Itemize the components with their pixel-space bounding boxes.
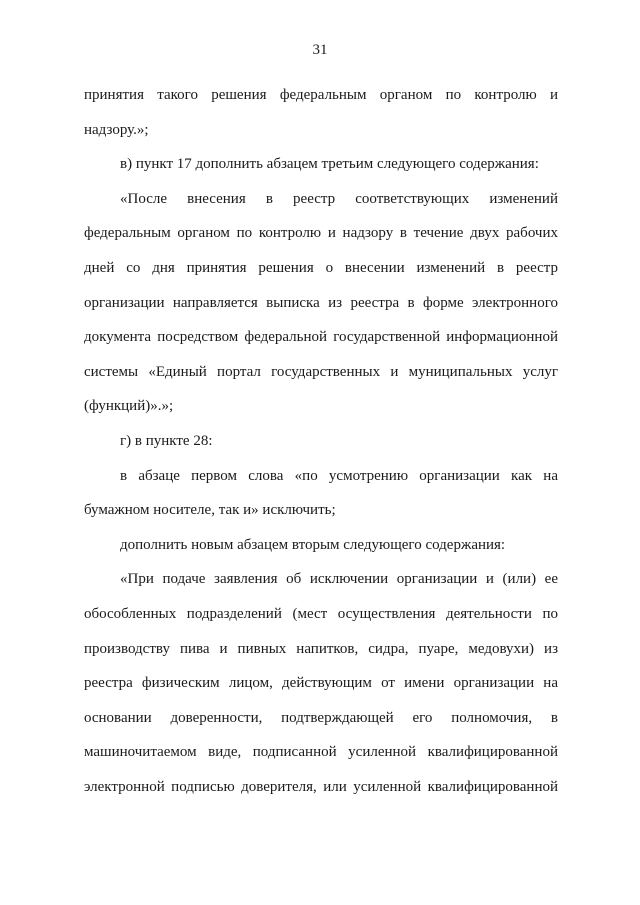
text-line: «После внесения в реестр соответствующих изменений <box>120 190 558 207</box>
text-line: дополнить новым абзацем вторым следующего содержания: <box>120 536 506 553</box>
text-line: «При подаче заявления об исключении организации и (или) ее <box>120 571 558 588</box>
text-line: машиночитаемом виде, подписанной усиленной квалифицированной <box>84 744 558 761</box>
text-line: дней со дня принятия решения о внесении изменений в реестр <box>84 259 558 276</box>
text-line: г) в пункте 28: <box>120 432 213 449</box>
page-number: 31 <box>312 42 328 58</box>
text-line: документа посредством федеральной государственной информационной <box>84 329 558 346</box>
document-body <box>84 78 558 804</box>
text-line: (функций)».»; <box>84 398 174 415</box>
text-line: бумажном носителе, так и» исключить; <box>84 502 336 519</box>
text-line: основании доверенности, подтверждающей его полномочия, в <box>84 709 558 726</box>
text-line: производству пива и пивных напитков, сидра, пуаре, медовухи) из <box>84 640 558 657</box>
text-line: обособленных подразделений (мест осуществления деятельности по <box>84 605 558 622</box>
text-line: электронной подписью доверителя, или усиленной квалифицированной <box>84 778 558 795</box>
text-line: реестра физическим лицом, действующим от имени организации на <box>84 675 558 692</box>
text-line: в абзаце первом слова «по усмотрению организации как на <box>120 467 558 484</box>
text-line: принятия такого решения федеральным органом по контролю и <box>84 87 558 103</box>
text-line: системы «Единый портал государственных и муниципальных услуг <box>84 363 558 380</box>
text-line: федеральным органом по контролю и надзору в течение двух рабочих <box>84 225 558 242</box>
text-line: в) пункт 17 дополнить абзацем третьим следующего содержания: <box>120 156 539 173</box>
text-line: надзору.»; <box>84 121 149 138</box>
text-line: организации направляется выписка из реестра в форме электронного <box>84 294 558 311</box>
